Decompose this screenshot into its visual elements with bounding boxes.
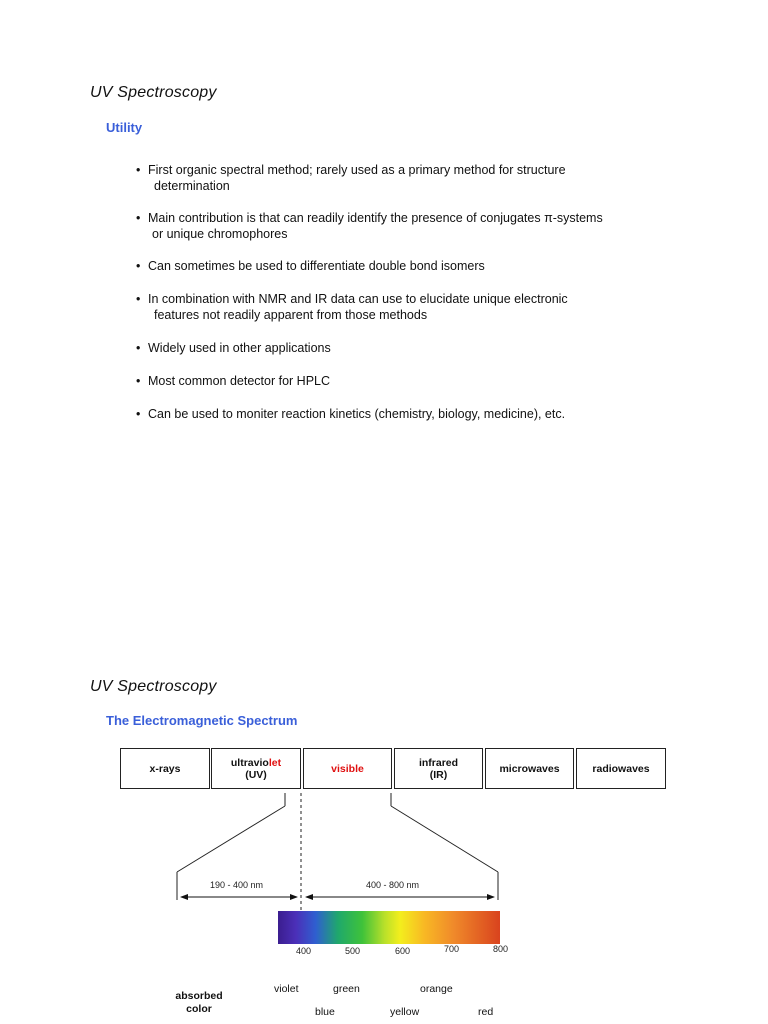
- visible-label: visible: [331, 762, 364, 775]
- bullet-text: Can sometimes be used to differentiate double bond isomers: [148, 259, 485, 273]
- bullet-dot-icon: •: [136, 407, 141, 421]
- bullet-dot-icon: •: [136, 292, 141, 306]
- slide2-subtitle: The Electromagnetic Spectrum: [106, 713, 298, 728]
- tick-label: 600: [395, 946, 411, 956]
- bullet-item: [136, 210, 676, 242]
- absorbed-color-blue: blue: [315, 1006, 335, 1018]
- absorbed-label-line1: absorbed: [175, 990, 223, 1002]
- bullet-text: First organic spectral method; rarely used as a primary method for structure: [148, 163, 566, 177]
- uv-range-label: 190 - 400 nm: [210, 880, 264, 890]
- uv-label-line2: (UV): [245, 768, 267, 781]
- tick-label: 800: [493, 944, 509, 954]
- bullet-text: In combination with NMR and IR data can use to elucidate unique electronic: [148, 292, 568, 306]
- absorbed-color-label: [168, 990, 230, 1016]
- bullet-item: [136, 258, 676, 274]
- ir-label-line2: (IR): [429, 768, 448, 781]
- bullet-item: [136, 162, 676, 194]
- spectrum-box-visible: [303, 748, 392, 789]
- bullet-dot-icon: •: [136, 341, 141, 355]
- radiowaves-label: radiowaves: [592, 762, 650, 775]
- bullet-text: Can be used to moniter reaction kinetics (chemistry, biology, medicine), etc.: [148, 407, 566, 421]
- bullet-item: [136, 373, 676, 389]
- microwaves-label: microwaves: [499, 762, 560, 775]
- spectrum-box-xrays: [120, 748, 210, 789]
- absorbed-color-yellow: yellow: [390, 1006, 420, 1018]
- uv-label-black: ultravio: [230, 756, 269, 769]
- tick-label: 500: [345, 946, 361, 956]
- bullet-dot-icon: •: [136, 163, 141, 177]
- spectrum-box-infrared: [394, 748, 483, 789]
- bullet-text: Widely used in other applications: [148, 341, 331, 355]
- bullet-text: Most common detector for HPLC: [148, 374, 331, 388]
- xrays-label: x-rays: [149, 762, 181, 775]
- tick-label: 700: [444, 944, 460, 954]
- slide1-subtitle: Utility: [106, 120, 143, 135]
- bullet-dot-icon: •: [136, 374, 141, 388]
- slide2-title: UV Spectroscopy: [90, 678, 217, 695]
- bullet-text: Main contribution is that can readily identify the presence of conjugates π-systems: [148, 211, 603, 225]
- bullet-text-continued: or unique chromophores: [152, 227, 288, 241]
- absorbed-label-line2: color: [186, 1003, 212, 1015]
- spectrum-box-radiowaves: [576, 748, 666, 789]
- uv-label-red: let: [268, 756, 282, 769]
- slide1-title: UV Spectroscopy: [90, 84, 217, 101]
- bullet-item: [136, 340, 676, 356]
- spectrum-box-microwaves: [485, 748, 574, 789]
- ir-label-line1: infrared: [418, 756, 459, 769]
- absorbed-color-violet: violet: [274, 983, 299, 995]
- tick-label: 400: [296, 946, 312, 956]
- spectrum-box-uv: [211, 748, 301, 789]
- absorbed-color-red: red: [478, 1006, 494, 1018]
- absorbed-color-orange: orange: [420, 983, 453, 995]
- visible-spectrum-gradient: [278, 911, 500, 944]
- bullet-text-continued: determination: [154, 179, 230, 193]
- bullet-item: [136, 291, 676, 323]
- bullet-item: [136, 406, 676, 422]
- bullet-dot-icon: •: [136, 211, 141, 225]
- uv-label-line1: [231, 757, 281, 769]
- absorbed-color-green: green: [333, 983, 360, 995]
- bullet-text-continued: features not readily apparent from those methods: [154, 308, 428, 322]
- bullet-dot-icon: •: [136, 259, 141, 273]
- visible-range-label: 400 - 800 nm: [366, 880, 420, 890]
